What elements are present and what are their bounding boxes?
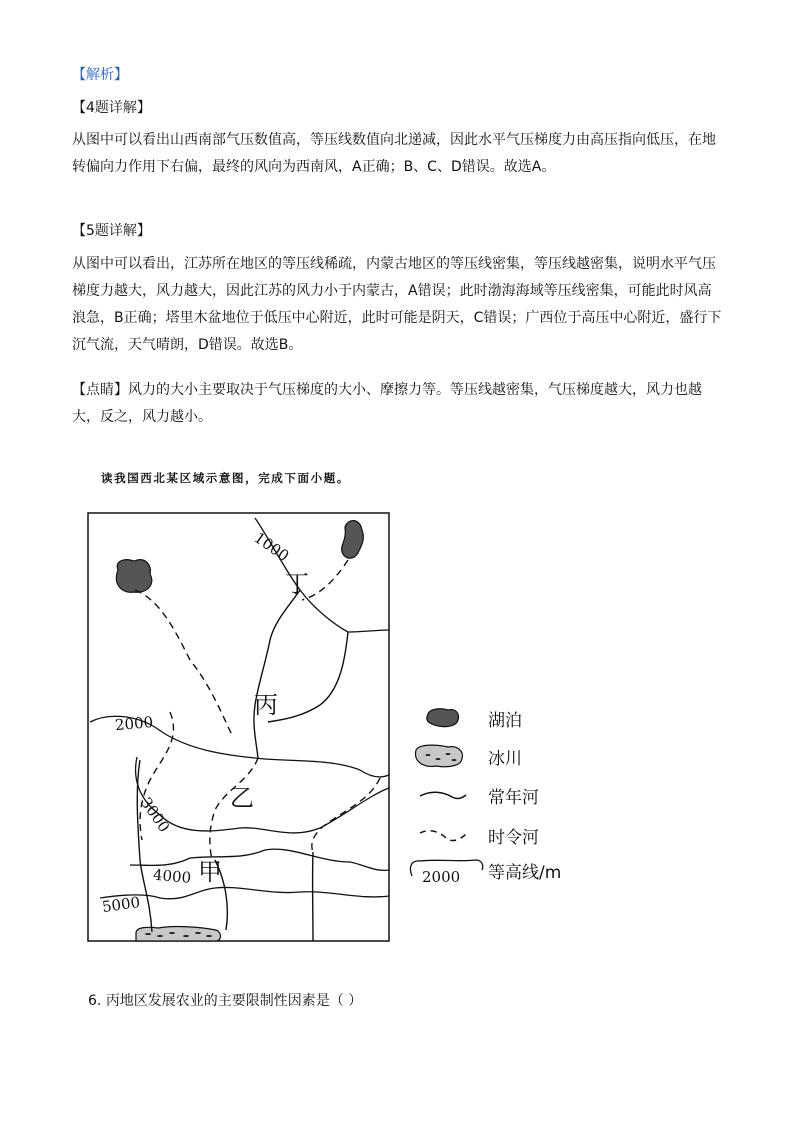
place-bing: 丙 (254, 691, 278, 719)
question-number: 6. (88, 993, 102, 1009)
legend-seasonal-river-label: 时令河 (488, 828, 539, 848)
key-point-text: 风力的大小主要取决于气压梯度的大小、摩擦力等。等压线越密集，气压梯度越大，风力也越大，反之，风力越小。 (72, 382, 702, 425)
contour-label-2000: 2000 (114, 713, 154, 735)
q4-heading: 【4题详解】 (72, 100, 151, 116)
place-yi: 乙 (230, 784, 254, 812)
legend-contour-sample: 2000 (422, 868, 461, 886)
contour-line-1000 (255, 518, 389, 632)
lake-west (116, 560, 151, 593)
contour-label-3000: 3000 (136, 793, 174, 836)
q4-explanation: 从图中可以看出山西南部气压数值高，等压线数值向北递减，因此水平气压梯度力由高压指向低压，在地转偏向力作用下右偏，最终的风向为西南风，A正确；B、C、D错误。故选A。 (72, 132, 716, 175)
seasonal-river-east (312, 778, 380, 852)
legend-lake-symbol (427, 709, 459, 727)
question-text: 丙地区发展农业的主要限制性因素是（ ） (105, 993, 363, 1009)
map-legend (410, 709, 561, 886)
key-point-label: 【点睛】 (72, 382, 128, 398)
analysis-label: 【解析】 (72, 67, 128, 83)
legend-glacier-symbol (416, 745, 463, 767)
contour-label-4000: 4000 (152, 865, 192, 887)
legend-contour-label: 等高线/m (488, 863, 562, 883)
place-ding: 丁 (285, 570, 309, 598)
place-jia: 甲 (198, 858, 222, 886)
legend-seasonal-river-symbol (420, 831, 466, 841)
contour-label-5000: 5000 (100, 892, 142, 917)
contour-label-1000: 1000 (250, 528, 293, 566)
map-caption: 读我国西北某区域示意图，完成下面小题。 (101, 471, 350, 485)
perennial-river-main (254, 590, 300, 758)
legend-glacier-label: 冰川 (488, 749, 522, 769)
place-labels (198, 570, 309, 886)
question-6 (88, 990, 362, 1010)
q5-heading: 【5题详解】 (72, 223, 151, 239)
legend-perennial-river-label: 常年河 (488, 788, 539, 808)
lake-east (342, 521, 364, 559)
q5-explanation: 从图中可以看出，江苏所在地区的等压线稀疏，内蒙古地区的等压线密集，等压线越密集，说明水平气压梯度力越大，风力越大，因此江苏的风力小于内蒙古，A错误；此时渤海海域等压线密集，可能此时风高浪急，B正确；塔里木盆地位于低压中心附近，此时可能是阴天，C错误；广西位于高压中心附近，盛行下沉气流，天气晴朗，D错误。故选B。 (72, 256, 722, 353)
perennial-river-east (268, 632, 348, 722)
contour-line-5000 (100, 887, 389, 898)
legend-lake-label: 湖泊 (488, 711, 522, 731)
contour-line-3000 (136, 757, 389, 833)
legend-perennial-river-symbol (420, 792, 466, 798)
